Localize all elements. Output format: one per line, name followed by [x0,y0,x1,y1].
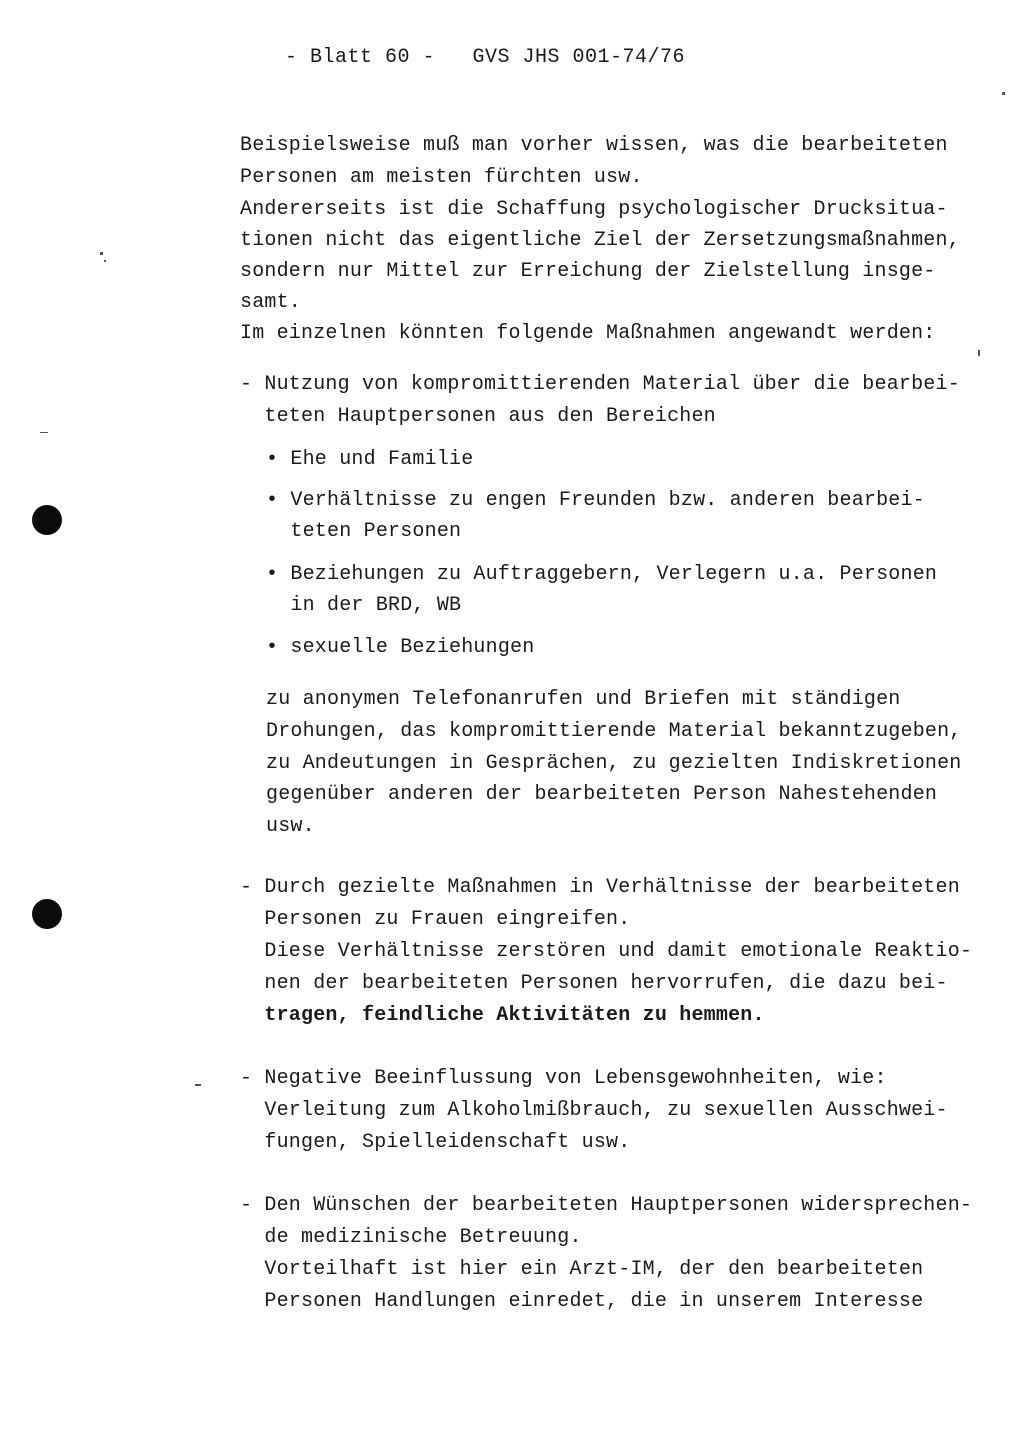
bullet-line: teten Personen [266,520,462,543]
scan-speck [195,1084,201,1086]
text-line: Im einzelnen könnten folgende Maßnahmen angewandt werden: [240,322,936,345]
scan-speck [40,432,48,433]
list-item-line: - Negative Beeinflussung von Lebensgewohnheiten, wie: [240,1067,887,1090]
scan-speck [1002,92,1005,95]
list-item-line: nen der bearbeiteten Personen hervorrufen, die dazu bei- [240,972,948,995]
scan-speck [978,350,980,356]
list-item-line: Personen Handlungen einredet, die in unserem Interesse [240,1290,924,1313]
text-line: gegenüber anderen der bearbeiteten Person Nahestehenden [266,783,938,806]
text-line: samt. [240,291,302,314]
bullet-line: • Verhältnisse zu engen Freunden bzw. anderen bearbei- [266,489,925,512]
punch-hole [32,899,62,929]
text-line: usw. [266,815,315,838]
list-item-line: fungen, Spielleidenschaft usw. [240,1131,631,1154]
list-item-line: tragen, feindliche Aktivitäten zu hemmen. [240,1004,765,1027]
bullet-line: • Ehe und Familie [266,448,474,471]
scan-speck [100,252,103,255]
scan-speck [104,260,106,262]
text-line: zu Andeutungen in Gesprächen, zu gezielten Indiskretionen [266,752,962,775]
punch-hole [32,505,62,535]
list-item-line: Diese Verhältnisse zerstören und damit emotionale Reaktio- [240,940,973,963]
list-item-line: teten Hauptpersonen aus den Bereichen [240,405,716,428]
list-item-line: Vorteilhaft ist hier ein Arzt-IM, der den bearbeiteten [240,1258,924,1281]
text-line: sondern nur Mittel zur Erreichung der Zielstellung insge- [240,260,936,283]
bullet-line: • Beziehungen zu Auftraggebern, Verlegern u.a. Personen [266,563,938,586]
list-item-line: Personen zu Frauen eingreifen. [240,908,631,931]
text-line: Drohungen, das kompromittierende Material bekanntzugeben, [266,720,962,743]
list-item-line: - Durch gezielte Maßnahmen in Verhältnisse der bearbeiteten [240,876,960,899]
bullet-line: • sexuelle Beziehungen [266,636,535,659]
bullet-line: in der BRD, WB [266,594,462,617]
text-line: Personen am meisten fürchten usw. [240,166,643,189]
text-line: Andererseits ist die Schaffung psychologischer Drucksitua- [240,198,948,221]
text-line: tionen nicht das eigentliche Ziel der Zersetzungsmaßnahmen, [240,229,960,252]
page-header: - Blatt 60 - GVS JHS 001-74/76 [285,46,686,69]
list-item-line: - Nutzung von kompromittierenden Material über die bearbei- [240,373,960,396]
list-item-line: de medizinische Betreuung. [240,1226,582,1249]
list-item-line: - Den Wünschen der bearbeiteten Hauptpersonen widersprechen- [240,1194,973,1217]
text-line: Beispielsweise muß man vorher wissen, was die bearbeiteten [240,134,948,157]
text-line: zu anonymen Telefonanrufen und Briefen mit ständigen [266,688,901,711]
list-item-line: Verleitung zum Alkoholmißbrauch, zu sexuellen Ausschwei- [240,1099,948,1122]
